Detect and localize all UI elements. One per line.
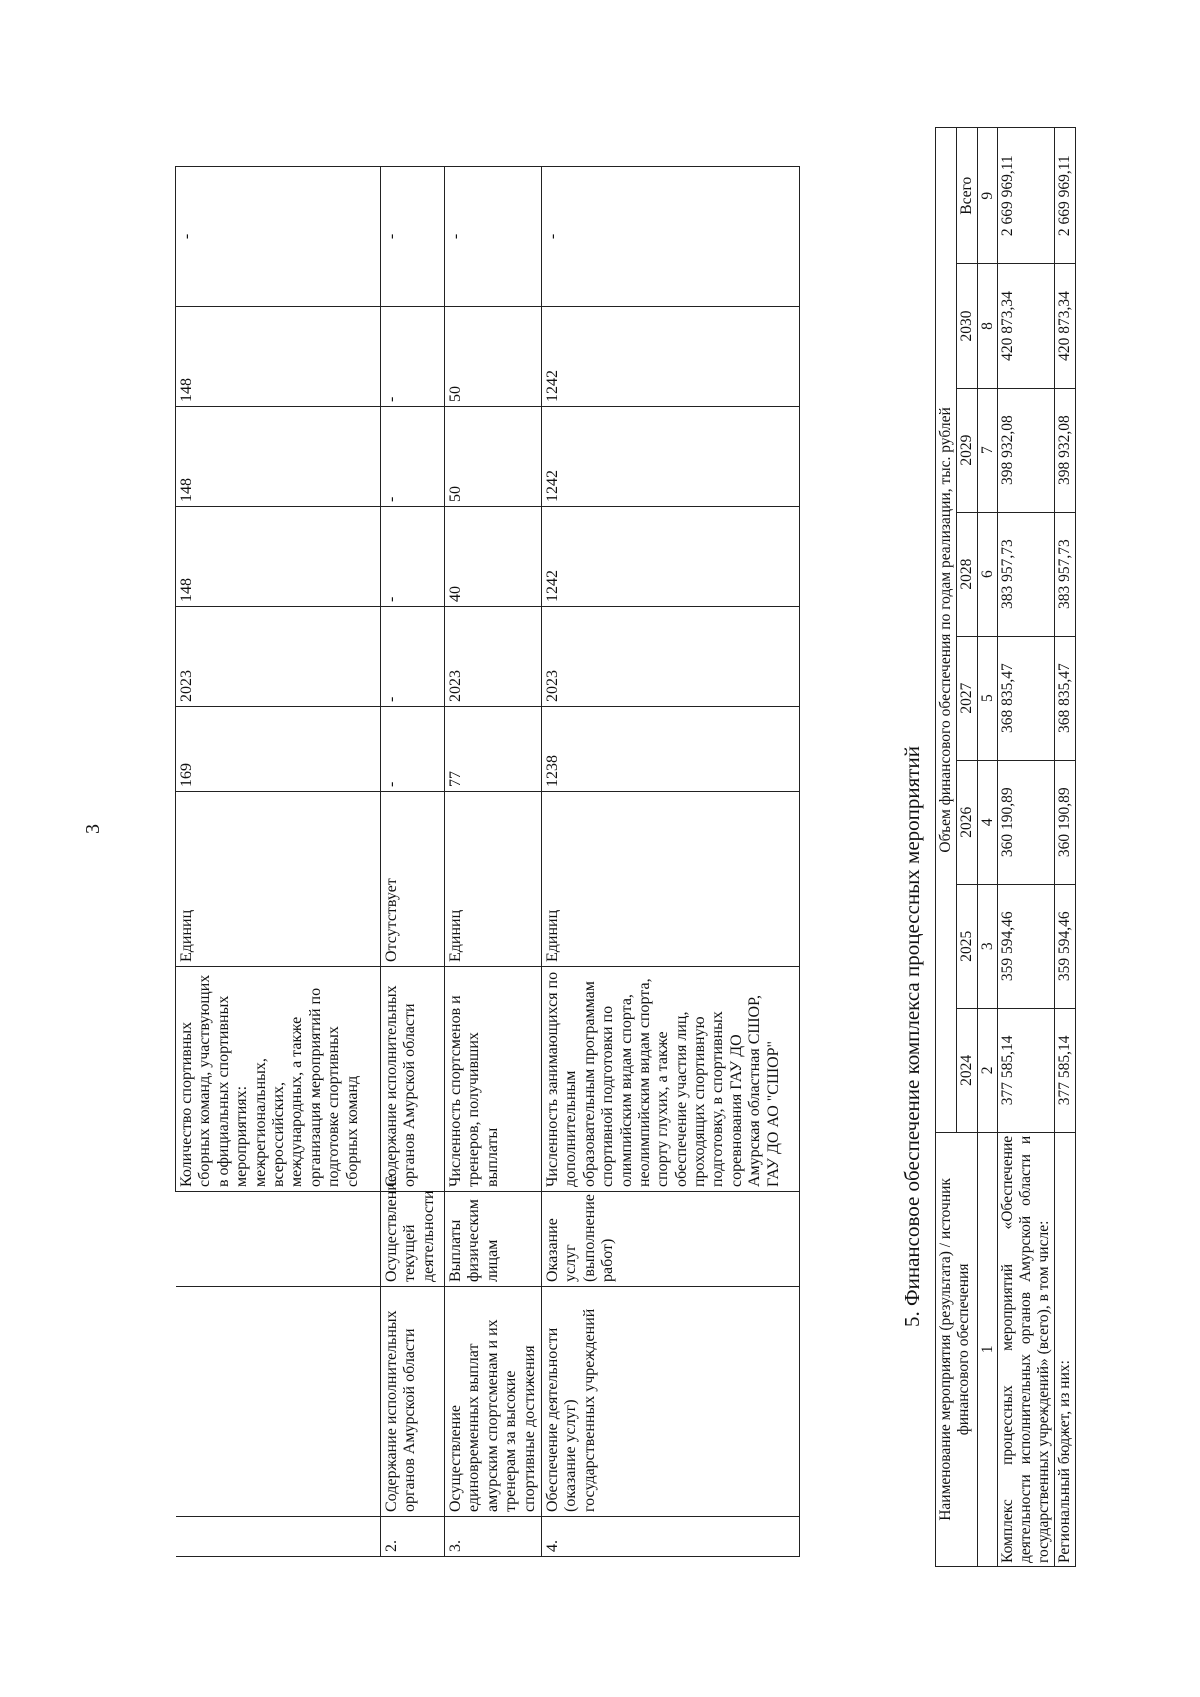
base-value-cell: 1238 xyxy=(541,707,799,792)
column-number: 2 xyxy=(977,1008,998,1132)
base-value-cell: 169 xyxy=(176,707,381,792)
row-number: 3. xyxy=(445,1517,542,1557)
value-cell: 148 xyxy=(176,507,381,607)
indicator-cell: Содержание исполнительных органов Амурской области xyxy=(381,967,445,1192)
amount-cell: 398 932,08 xyxy=(1054,388,1075,512)
unit-cell: Единиц xyxy=(445,792,542,967)
note-cell: - xyxy=(176,167,381,307)
value-cell: 1242 xyxy=(541,307,799,407)
table-row xyxy=(445,167,542,1557)
value-cell: 40 xyxy=(445,507,542,607)
unit-cell: Единиц xyxy=(176,792,381,967)
amount-cell: 377 585,14 xyxy=(998,1008,1054,1132)
amount-cell: 377 585,14 xyxy=(1054,1008,1075,1132)
base-value-cell: - xyxy=(381,707,445,792)
type-cell: Осуществление текущей деятельности xyxy=(381,1192,445,1287)
value-cell: - xyxy=(381,507,445,607)
value-cell: 50 xyxy=(445,307,542,407)
amount-cell: 398 932,08 xyxy=(998,388,1054,512)
type-cell: Оказание услуг (выполнение работ) xyxy=(541,1192,799,1287)
column-number: 9 xyxy=(977,128,998,265)
row-number xyxy=(176,1517,381,1557)
row-number: 2. xyxy=(381,1517,445,1557)
column-number: 6 xyxy=(977,512,998,636)
column-number: 4 xyxy=(977,760,998,884)
base-year-cell: 2023 xyxy=(176,607,381,707)
total-cell: 2 669 969,11 xyxy=(998,128,1054,265)
year-header: 2028 xyxy=(956,512,977,636)
task-cell xyxy=(176,1287,381,1517)
table-row xyxy=(381,167,445,1557)
amount-cell: 359 594,46 xyxy=(1054,884,1075,1008)
value-cell: 148 xyxy=(176,307,381,407)
note-cell: - xyxy=(541,167,799,307)
volume-header: Объем финансового обеспечения по годам реализации, тыс. рублей xyxy=(936,128,957,1133)
amount-cell: 383 957,73 xyxy=(1054,512,1075,636)
type-cell xyxy=(176,1192,381,1287)
row-number: 4. xyxy=(541,1517,799,1557)
column-numbers-row xyxy=(977,128,998,1567)
indicator-cell: Численность спортсменов и тренеров, получивших выплаты xyxy=(445,967,542,1192)
year-header: 2026 xyxy=(956,760,977,884)
value-cell: - xyxy=(381,407,445,507)
indicator-cell: Численность занимающихся по дополнительным образовательным программам спортивной подготовки по олимпийским видам спорта, неолимпийским видам спорта, спорту глухих, а также обеспечение участия лиц, проходящих спортивную подготовку, в спортивных соревнования ГАУ ДО Амурская областная СШОР, ГАУ ДО АО "СШОР" xyxy=(541,967,799,1192)
value-cell: 148 xyxy=(176,407,381,507)
table-row xyxy=(176,167,381,1557)
task-cell: Содержание исполнительных органов Амурской области xyxy=(381,1287,445,1517)
value-cell: - xyxy=(381,307,445,407)
year-header: 2029 xyxy=(956,388,977,512)
indicator-cell: Количество спортивных сборных команд, участвующих в официальных спортивных мероприятиях: межрегиональных, всероссийских, международных, а также организация мероприятий по подготовке спортивных сборных команд xyxy=(176,967,381,1192)
financing-table xyxy=(935,127,1076,1567)
table-row xyxy=(1054,128,1075,1567)
base-year-cell: 2023 xyxy=(541,607,799,707)
year-header: 2030 xyxy=(956,264,977,388)
note-cell: - xyxy=(445,167,542,307)
value-cell: 1242 xyxy=(541,407,799,507)
column-number: 5 xyxy=(977,636,998,760)
unit-cell: Отсутствует xyxy=(381,792,445,967)
amount-cell: 368 835,47 xyxy=(998,636,1054,760)
indicators-table xyxy=(175,166,800,1557)
amount-cell: 360 190,89 xyxy=(1054,760,1075,884)
amount-cell: 360 190,89 xyxy=(998,760,1054,884)
column-number: 8 xyxy=(977,264,998,388)
year-header: 2025 xyxy=(956,884,977,1008)
table-row xyxy=(541,167,799,1557)
column-number: 1 xyxy=(977,1132,998,1566)
amount-cell: 368 835,47 xyxy=(1054,636,1075,760)
amount-cell: 420 873,34 xyxy=(1054,264,1075,388)
unit-cell: Единиц xyxy=(541,792,799,967)
value-cell: 50 xyxy=(445,407,542,507)
page-number: 3 xyxy=(82,824,104,834)
amount-cell: 420 873,34 xyxy=(998,264,1054,388)
note-cell: - xyxy=(381,167,445,307)
total-cell: 2 669 969,11 xyxy=(1054,128,1075,265)
type-cell: Выплаты физическим лицам xyxy=(445,1192,542,1287)
table-row xyxy=(998,128,1054,1567)
task-cell: Осуществление единовременных выплат амурским спортсменам и их тренерам за высокие спортивные достижения xyxy=(445,1287,542,1517)
section-title: 5. Финансовое обеспечение комплекса процессных мероприятий xyxy=(900,746,924,1327)
column-number: 3 xyxy=(977,884,998,1008)
row-name: Комплекс процессных мероприятий «Обеспечение деятельности исполнительных органов Амурской области и государственных учреждений» (всего), в том числе: xyxy=(998,1132,1054,1566)
task-cell: Обеспечение деятельности (оказание услуг) государственных учреждений xyxy=(541,1287,799,1517)
value-cell: 1242 xyxy=(541,507,799,607)
base-value-cell: 77 xyxy=(445,707,542,792)
name-column-header: Наименование мероприятия (результата) / источник финансового обеспечения xyxy=(936,1132,978,1566)
base-year-cell: - xyxy=(381,607,445,707)
amount-cell: 359 594,46 xyxy=(998,884,1054,1008)
header-row xyxy=(936,128,957,1567)
amount-cell: 383 957,73 xyxy=(998,512,1054,636)
total-header: Всего xyxy=(956,128,977,265)
row-name: Региональный бюджет, из них: xyxy=(1054,1132,1075,1566)
year-header: 2027 xyxy=(956,636,977,760)
base-year-cell: 2023 xyxy=(445,607,542,707)
column-number: 7 xyxy=(977,388,998,512)
year-header: 2024 xyxy=(956,1008,977,1132)
